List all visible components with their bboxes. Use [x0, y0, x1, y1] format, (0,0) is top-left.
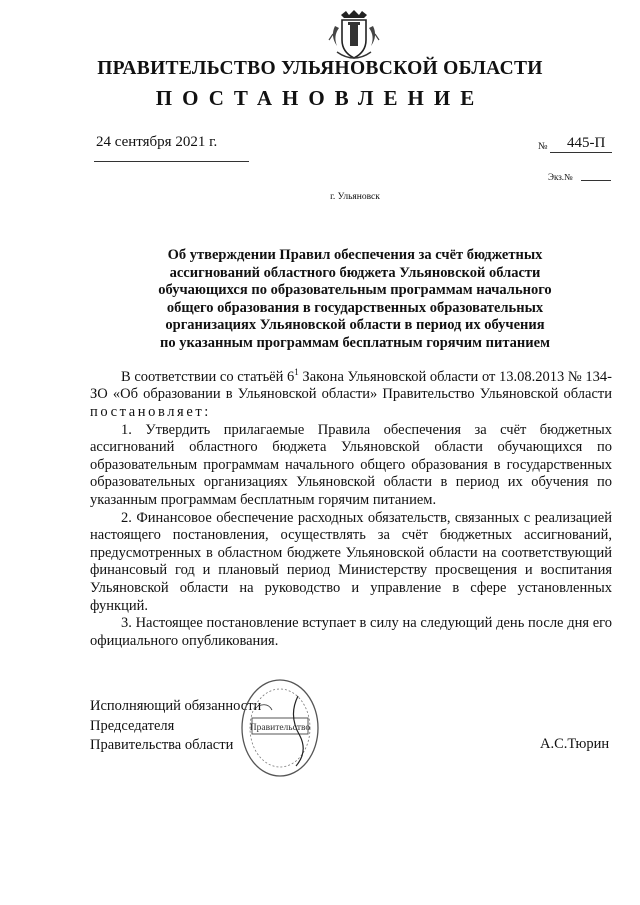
- signer-position-line: Правительства области: [90, 737, 234, 753]
- document-subject: [120, 247, 590, 353]
- subject-line: Об утверждении Правил обеспечения за счёт бюджетных: [167, 247, 543, 263]
- subject-line: ассигнований областного бюджета Ульяновской области: [169, 264, 541, 281]
- resolves-word: постановляет:: [90, 404, 211, 421]
- date-underline: [94, 161, 249, 162]
- official-stamp: [238, 676, 322, 780]
- signer-position-line: Председателя: [90, 717, 175, 734]
- document-type: ПОСТАНОВЛЕНИЕ: [155, 86, 485, 110]
- copy-number-underline: [581, 180, 611, 181]
- preamble-text: В соответствии со статьёй 6: [121, 368, 295, 385]
- preamble-text-cont: Закона Ульяновской области от 13.08.2013 № 134-ЗО «Об образовании в Ульяновской области» Правительство Ульяновской области: [90, 368, 612, 403]
- subject-line: обучающихся по образовательным программам начального: [158, 282, 552, 299]
- subject-line: организациях Ульяновской области в период их обучения: [165, 317, 545, 334]
- signature-block: [90, 697, 261, 756]
- signer-position-line: Исполняющий обязанности: [90, 698, 262, 714]
- article-superscript: 1: [294, 367, 299, 377]
- clause-1: 1. Утвердить прилагаемые Правила обеспечения за счёт бюджетных ассигнований областного бюджета Ульяновской области обучающихся по образовательным программам начального общего образования в государственных образовательных организациях Ульяновской области в период их обучения по указанным программам бесплатным горячим питанием.: [90, 421, 612, 508]
- document-body: [90, 364, 612, 650]
- city: г. Ульяновск: [330, 192, 380, 202]
- subject-line: по указанным программам бесплатным горячим питанием: [160, 334, 550, 351]
- government-name: ПРАВИТЕЛЬСТВО УЛЬЯНОВСКОЙ ОБЛАСТИ: [97, 58, 543, 79]
- clause-2: 2. Финансовое обеспечение расходных обязательств, связанных с реализацией настоящего постановления, осуществлять за счёт бюджетных ассигнований, предусмотренных в областном бюджете Ульяновской области на соответствующий финансовый год и плановый период Министерству просвещения и воспитания Ульяновской области на руководство и управление в сфере установленных функций.: [90, 509, 612, 614]
- stamp-text: Правительство: [249, 723, 311, 733]
- coat-of-arms-icon: [327, 8, 381, 64]
- clause-3: 3. Настоящее постановление вступает в силу на следующий день после дня его официального опубликования.: [90, 615, 612, 649]
- preamble-paragraph: [90, 364, 612, 422]
- subject-line: общего образования в государственных образовательных: [166, 299, 544, 316]
- document-date: 24 сентября 2021 г.: [96, 134, 218, 150]
- document-number: 445-П: [567, 135, 606, 151]
- number-underline: [550, 152, 612, 153]
- copy-number-label: Экз.№: [548, 172, 573, 182]
- signer-name: А.С.Тюрин: [540, 736, 610, 752]
- number-sign: №: [538, 141, 548, 152]
